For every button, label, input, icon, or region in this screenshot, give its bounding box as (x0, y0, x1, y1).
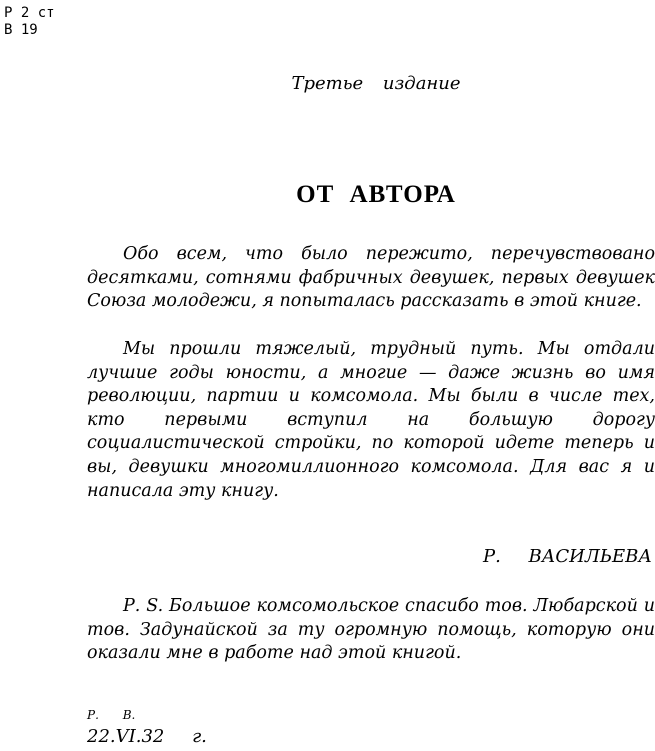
catalog-line-2: В 19 (4, 22, 38, 38)
footer-initials: Р. В. (87, 708, 136, 722)
postscript (87, 595, 655, 666)
postscript-text: Р. S. Большое комсомольское спасибо тов. Любарской и тов. Задунайской за ту огромную помощь, которую они оказали мне в работе над этой книгой. (87, 596, 655, 664)
edition-note: Третье издание (291, 73, 461, 94)
page-title: ОТ АВТОРА (296, 181, 456, 208)
preface-paragraph-2 (87, 338, 655, 503)
paragraph-text: Мы прошли тяжелый, трудный путь. Мы отдали лучшие годы юности, а многие — даже жизнь во имя революции, партии и комсомола. Мы были в числе тех, кто первыми вступил на большую дорогу социалистической стройки, по которой идете теперь и вы, девушки многомиллионного комсомола. Для вас я и написала эту книгу. (87, 339, 655, 501)
catalog-index (4, 5, 55, 39)
author-signature: Р. ВАСИЛЬЕВА (482, 546, 652, 567)
paragraph-text: Обо всем, что было пережито, перечувствовано десятками, сотнями фабричных девушек, первых девушек Союза молодежи, я попыталась рассказать в этой книге. (87, 244, 655, 312)
catalog-line-1: Р 2 ст (4, 5, 55, 21)
footer-date: 22.VI.32 г. (87, 726, 207, 747)
preface-paragraph-1 (87, 243, 655, 314)
